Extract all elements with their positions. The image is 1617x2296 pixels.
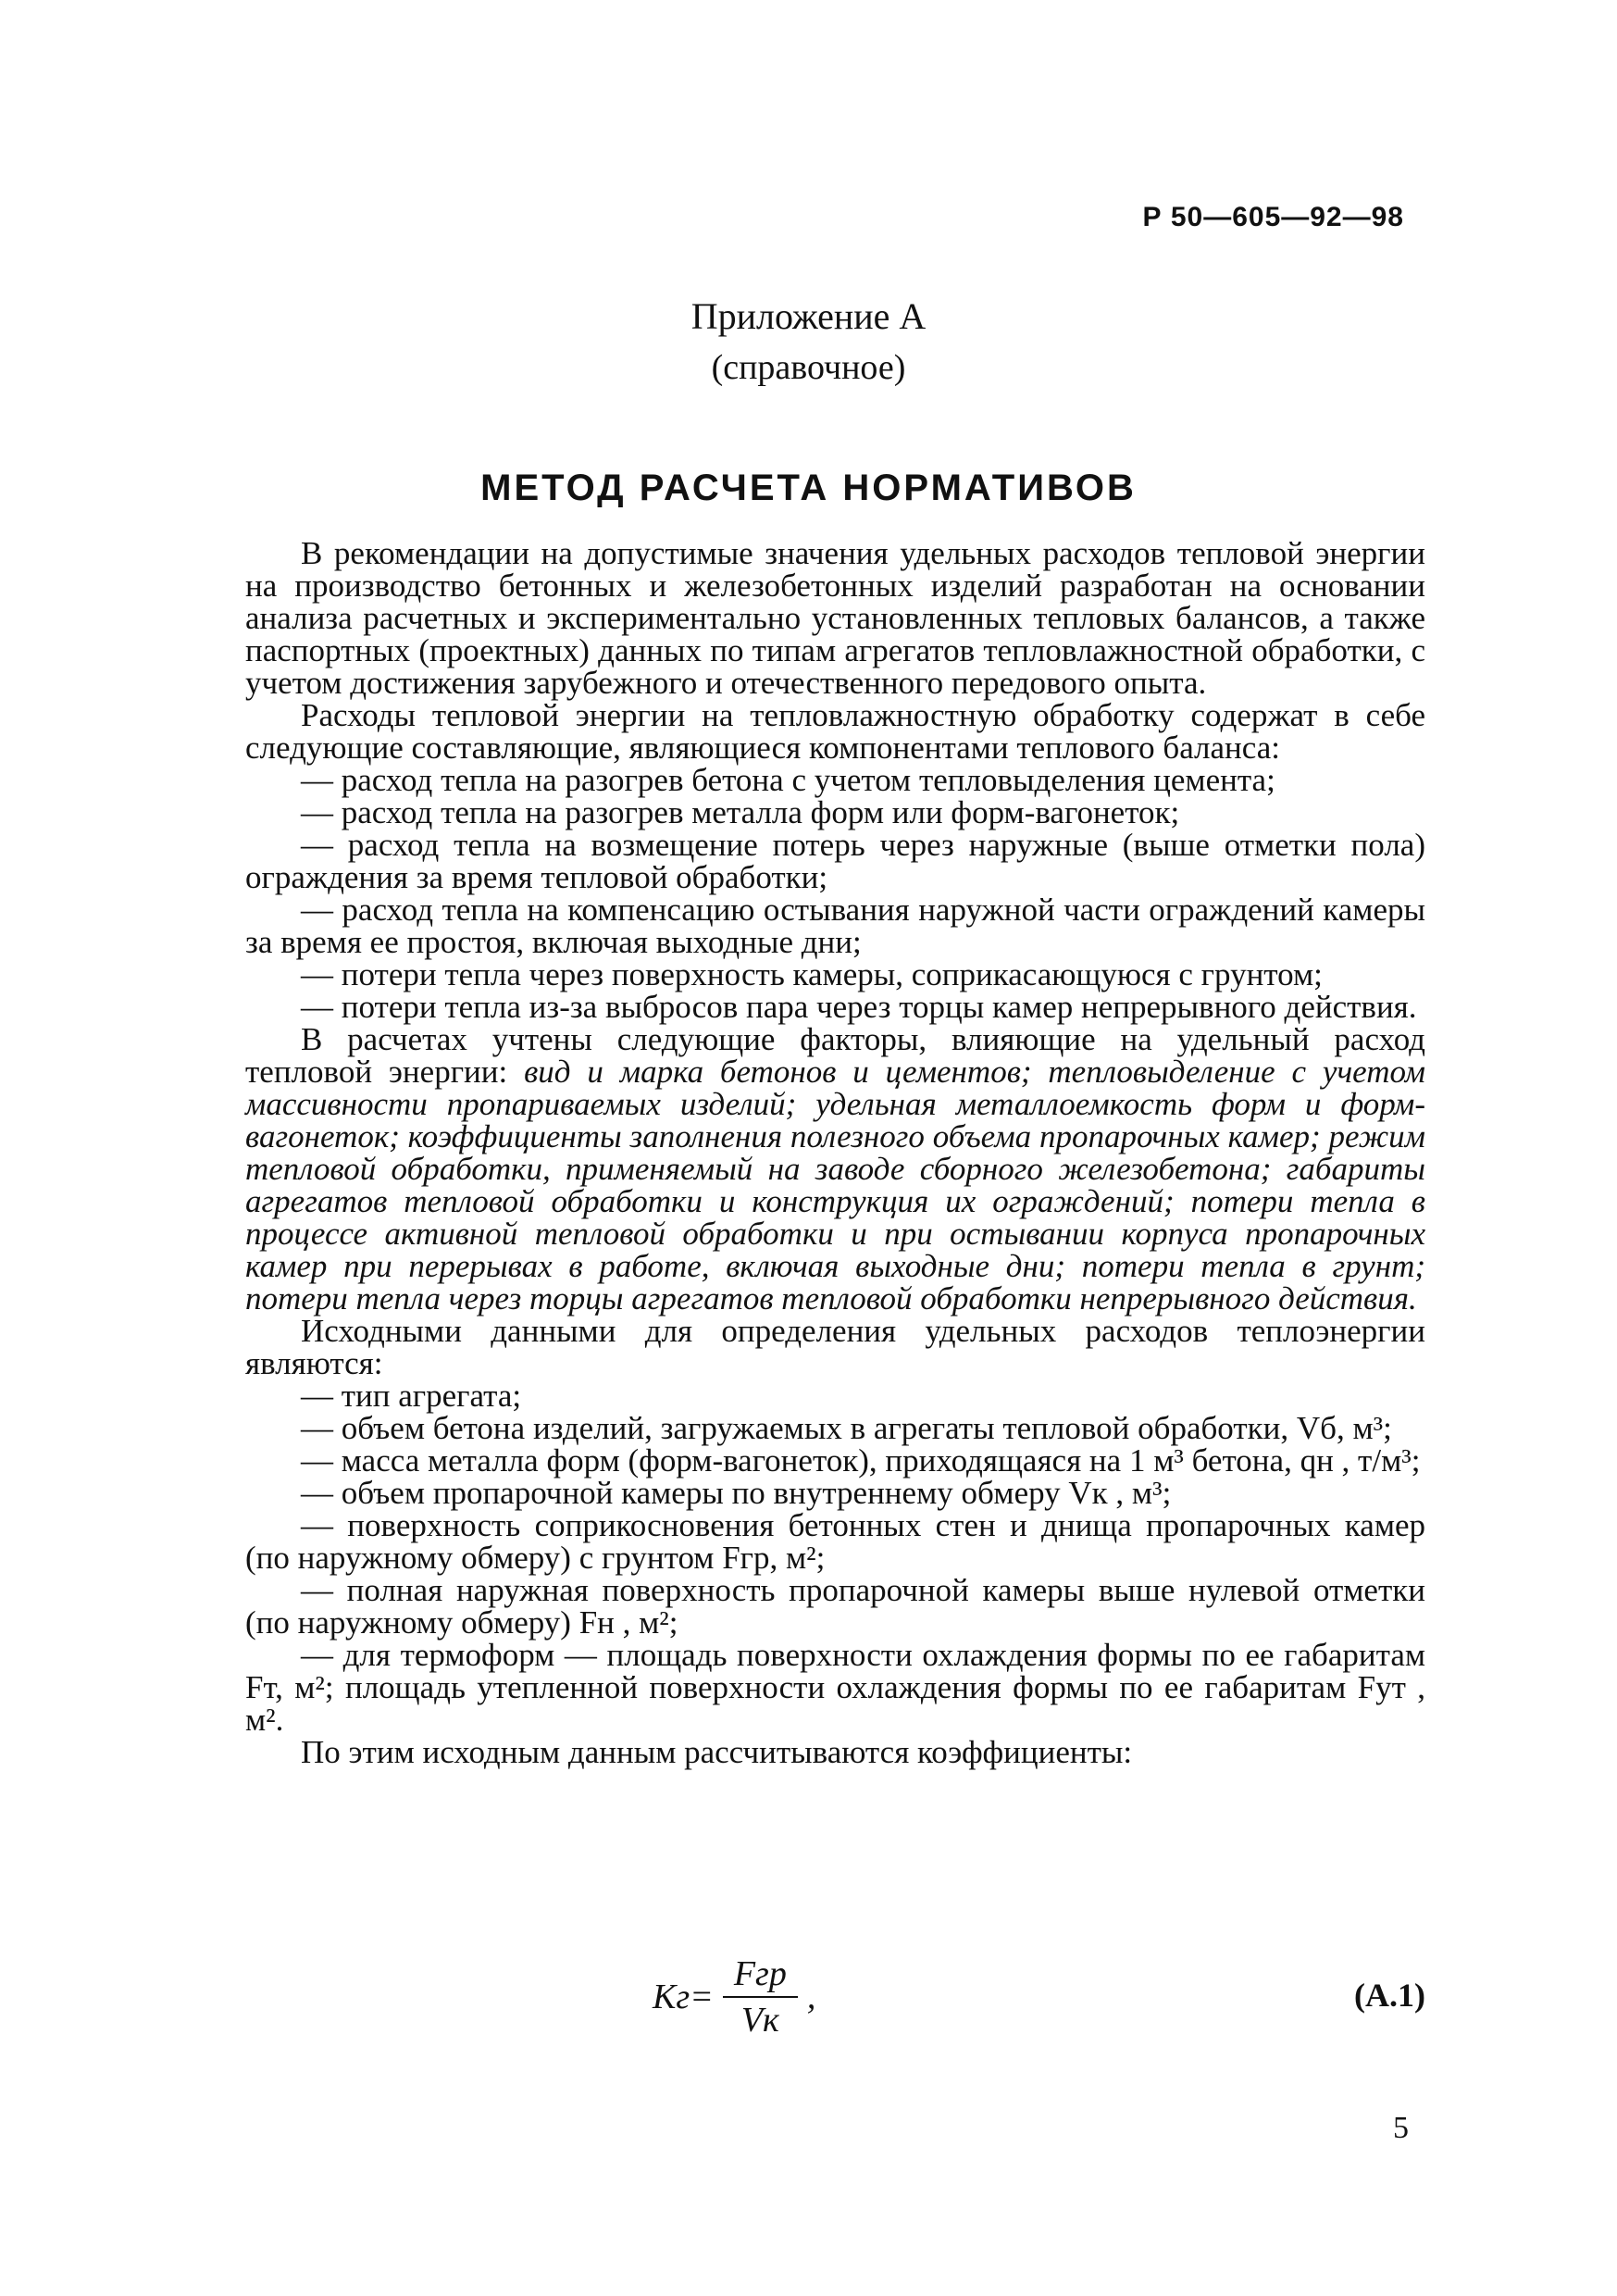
- list-item: — масса металла форм (форм-вагонеток), приходящаяся на 1 м³ бетона, qн , т/м³;: [301, 1442, 1421, 1479]
- list-item: — потери тепла через поверхность камеры, соприкасающуюся с грунтом;: [301, 956, 1323, 992]
- list-item: — объем бетона изделий, загружаемых в агрегаты тепловой обработки, Vб, м³;: [301, 1410, 1392, 1446]
- formula: [653, 1953, 815, 2040]
- list-item: — расход тепла на разогрев бетона с учетом тепловыделения цемента;: [301, 762, 1275, 798]
- list-item: — расход тепла на возмещение потерь через наружные (выше отметки пола) ограждения за время тепловой обработки;: [245, 827, 1425, 895]
- paragraph: Расходы тепловой энергии на тепловлажностную обработку содержат в себе следующие составляющие, являющиеся компонентами теплового баланса:: [245, 697, 1425, 766]
- list-item: — тип агрегата;: [301, 1378, 522, 1414]
- list-item: — потери тепла из-за выбросов пара через торцы камер непрерывного действия.: [301, 989, 1417, 1025]
- equation-number: (А.1): [1354, 1977, 1425, 2014]
- appendix-subtitle: (справочное): [711, 348, 906, 387]
- list-item: — расход тепла на компенсацию остывания наружной части ограждений камеры за время ее простоя, включая выходные дни;: [245, 892, 1425, 960]
- list-item: — полная наружная поверхность пропарочной камеры выше нулевой отметки (по наружному обмеру) Fн , м²;: [245, 1572, 1425, 1641]
- formula-lhs: Kг=: [653, 1978, 714, 2016]
- body-text: [245, 537, 1425, 1768]
- paragraph: По этим исходным данным рассчитываются коэффициенты:: [301, 1734, 1133, 1770]
- list-item: — расход тепла на разогрев металла форм или форм-вагонеток;: [301, 794, 1180, 830]
- formula-tail: ,: [806, 1978, 816, 2016]
- factors-text: вид и марка бетонов и цементов; тепловыделение с учетом массивности пропариваемых изделий; удельная металлоемкость форм и форм-вагонеток; коэффициенты заполнения полезного объема пропарочных камер; режим тепловой обработки, применяемый на заводе сборного железобетона; габариты агрегатов тепловой обработки и конструкция их ограждений; потери тепла в процессе активной тепловой обработки и при остывании корпуса пропарочных камер при перерывах в работе, включая выходные дни; потери тепла в грунт; потери тепла через торцы агрегатов тепловой обработки непрерывного действия.: [245, 1054, 1426, 1316]
- document-code: Р 50—605—92—98: [1142, 202, 1404, 232]
- formula-denominator: Vк: [740, 2001, 779, 2040]
- list-item: — для термоформ — площадь поверхности охлаждения формы по ее габаритам Fт, м²; площадь утепленной поверхности охлаждения формы по ее габаритам Fут , м².: [245, 1637, 1425, 1738]
- list-item: — объем пропарочной камеры по внутреннему обмеру Vк , м³;: [301, 1475, 1172, 1511]
- appendix-title: Приложение А: [690, 295, 927, 337]
- section-title: МЕТОД РАСЧЕТА НОРМАТИВОВ: [480, 468, 1137, 508]
- paragraph: В рекомендации на допустимые значения удельных расходов тепловой энергии на производство бетонных и железобетонных изделий разработан на основании анализа расчетных и экспериментально установленных тепловых балансов, а также паспортных (проектных) данных по типам агрегатов тепловлажностной обработки, с учетом достижения зарубежного и отечественного передового опыта.: [245, 535, 1425, 701]
- factors-lead: В расчетах учтены следующие факторы, влияющие на удельный расход тепловой энергии:: [245, 1021, 1425, 1090]
- formula-fraction: [723, 1953, 798, 2040]
- page-number: 5: [1393, 2111, 1409, 2145]
- paragraph: Исходными данными для определения удельных расходов теплоэнергии являются:: [245, 1313, 1425, 1381]
- list-item: — поверхность соприкосновения бетонных стен и днища пропарочных камер (по наружному обмеру) с грунтом Fгр, м²;: [245, 1507, 1425, 1576]
- factors-paragraph: [245, 1023, 1425, 1315]
- formula-row: [245, 1953, 1425, 2046]
- formula-numerator: Fгр: [723, 1953, 798, 1998]
